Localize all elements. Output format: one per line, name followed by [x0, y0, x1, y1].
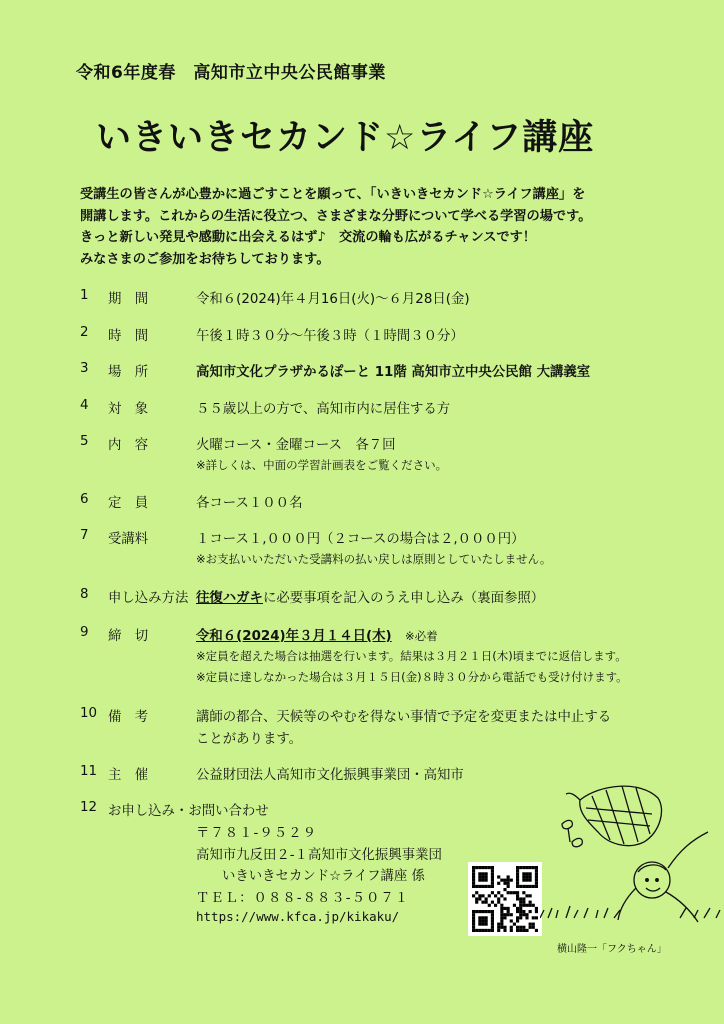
item-number: 12 [80, 800, 98, 815]
item-value: 高知市文化プラザかるぽーと 11階 高知市立中央公民館 大講義室 [196, 365, 591, 380]
item-number: 1 [80, 288, 89, 303]
method-rest: に必要事項を記入のうえ申し込み（裏面参照） [262, 591, 545, 606]
item-label: 備 考 [108, 710, 149, 725]
page-title: いきいきセカンド☆ライフ講座 [96, 118, 595, 158]
item-note: ※お支払いいただいた受講料の払い戻しは原則としていたしません。 [196, 552, 552, 566]
item-label: 定 員 [108, 496, 149, 511]
item-label: 対 象 [108, 402, 149, 417]
item-value [196, 625, 438, 644]
intro-line: 受講生の皆さんが心豊かに過ごすことを願って、「いきいきセカンド☆ライフ講座」を [80, 187, 586, 202]
item-number: 11 [80, 764, 98, 779]
item-value: 火曜コース・金曜コース 各７回 [196, 438, 396, 453]
item-value: ５５歳以上の方で、高知市内に居住する方 [196, 402, 451, 417]
contact-address: 高知市九反田２-１高知市文化振興事業団 [196, 848, 442, 863]
intro-line: きっと新しい発見や感動に出会えるはず♪ 交流の輪も広がるチャンスです！ [80, 230, 536, 245]
item-value: 公益財団法人高知市文化振興事業団・高知市 [196, 768, 464, 783]
program-subtitle: 令和6年度春 高知市立中央公民館事業 [76, 63, 386, 83]
deadline-suffix: ※必着 [405, 629, 438, 643]
item-number: 7 [80, 528, 89, 543]
item-label: 締 切 [108, 629, 149, 644]
contact-section: いきいきセカンド☆ライフ講座 係 [222, 869, 425, 884]
qr-code[interactable] [468, 862, 542, 936]
item-number: 10 [80, 706, 98, 721]
method-emphasis: 往復ハガキ [196, 591, 263, 606]
fukuchan-illustration [540, 780, 724, 940]
item-label: 場 所 [108, 365, 149, 380]
item-number: 6 [80, 492, 89, 507]
intro-line: みなさまのご参加をお待ちしております。 [80, 251, 330, 267]
item-value: 講師の都合、天候等のやむを得ない事情で予定を変更または中止する [196, 710, 612, 725]
item-note: ※詳しくは、中面の学習計画表をご覧ください。 [196, 458, 448, 472]
intro-paragraph [80, 184, 660, 270]
item-number: 5 [80, 434, 89, 449]
item-label: 申し込み方法 [108, 591, 189, 606]
item-number: 2 [80, 325, 89, 340]
item-value: 令和６(2024)年４月16日(火)～６月28日(金) [196, 292, 470, 307]
item-value: １コース１,０００円（２コースの場合は２,０００円） [196, 532, 525, 547]
item-label: 時 間 [108, 329, 149, 344]
item-value: 各コース１００名 [196, 496, 303, 511]
item-number: 8 [80, 587, 89, 602]
item-number: 9 [80, 625, 89, 640]
item-note: ※定員を超えた場合は抽選を行います。結果は３月２１日(木)頃までに返信します。 [196, 649, 627, 663]
item-number: 4 [80, 398, 89, 413]
item-label: 受講料 [108, 532, 149, 547]
contact-url[interactable]: https://www.kfca.jp/kikaku/ [196, 909, 400, 924]
intro-line: 開講します。これからの生活に役立つ、さまざまな分野について学べる学習の場です。 [80, 208, 592, 224]
item-value-continued: ことがあります。 [196, 732, 303, 747]
deadline-date: 令和６(2024)年３月１４日(木) [196, 629, 392, 644]
qr-code-image [472, 866, 538, 932]
item-label: 内 容 [108, 438, 149, 453]
illustration-credit: 横山隆一「フクちゃん」 [557, 944, 667, 955]
contact-tel: ＴＥＬ：０８８-８８３-５０７１ [196, 891, 410, 906]
item-note: ※定員に達しなかった場合は３月１５日(金)８時３０分から電話でも受け付けます。 [196, 670, 628, 684]
item-value: 午後１時３０分～午後３時（１時間３０分） [196, 329, 464, 344]
item-label: お申し込み・お問い合わせ [108, 804, 269, 819]
item-value [196, 587, 544, 606]
item-label: 期 間 [108, 292, 149, 307]
item-label: 主 催 [108, 768, 149, 783]
contact-postal: 〒７８１-９５２９ [196, 826, 317, 841]
item-number: 3 [80, 361, 89, 376]
